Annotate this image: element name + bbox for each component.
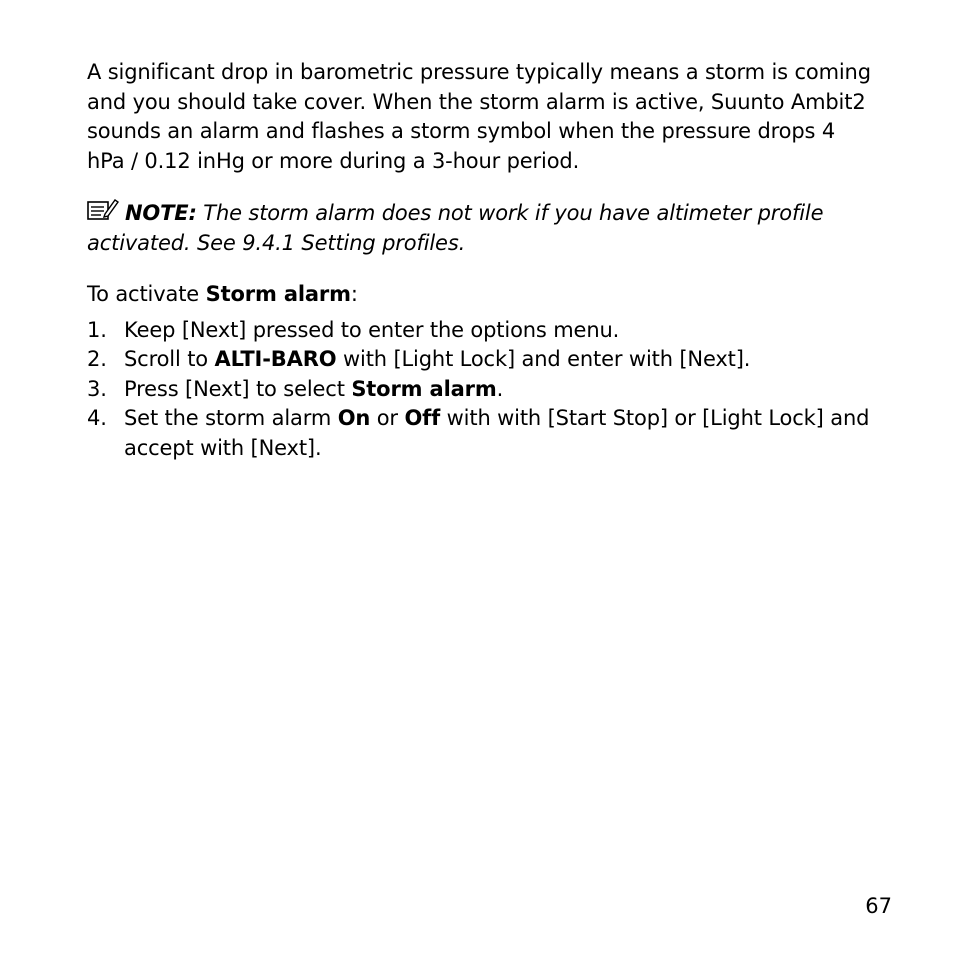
note-label: NOTE: <box>125 201 197 225</box>
step-bold-off: Off <box>404 406 441 430</box>
step-number: 1. <box>87 317 107 342</box>
step-number: 3. <box>87 376 107 401</box>
step-text-after: with [Light Lock] and enter with [Next]. <box>336 347 751 371</box>
step-text-before: Set the storm alarm <box>124 406 338 430</box>
page-number: 67 <box>865 894 892 918</box>
instruction-lead <box>87 280 877 310</box>
list-item <box>87 345 877 375</box>
steps-list <box>87 316 877 464</box>
step-number: 4. <box>87 406 107 430</box>
step-bold: Storm alarm <box>351 376 497 401</box>
step-text-before: Press [Next] to select <box>124 376 352 401</box>
document-page <box>87 58 877 463</box>
intro-paragraph: A significant drop in barometric pressure typically means a storm is coming and you should take cover. When the storm alarm is active, Suunto Ambit2 sounds an alarm and flashes a storm symbol when the pressure drops 4 hPa / 0.12 inHg or more during a 3-hour period. <box>87 60 871 173</box>
lead-bold: Storm alarm <box>205 282 351 306</box>
lead-suffix: : <box>350 282 358 306</box>
list-item <box>87 375 877 405</box>
step-text-middle: or <box>370 406 405 430</box>
step-bold-on: On <box>337 406 371 430</box>
note-text: The storm alarm does not work if you have altimeter profile activated. See 9.4.1 Setting profiles. <box>87 201 824 255</box>
step-text: Keep [Next] pressed to enter the options menu. <box>124 317 620 342</box>
step-text-after: . <box>496 376 504 401</box>
step-number: 2. <box>87 347 107 371</box>
lead-prefix: To activate <box>87 282 206 306</box>
step-text-before: Scroll to <box>124 347 215 371</box>
list-item <box>87 316 877 346</box>
step-bold: ALTI-BARO <box>214 347 337 371</box>
list-item <box>87 404 877 463</box>
note-paragraph <box>87 198 877 258</box>
note-icon <box>87 198 121 222</box>
step-text-after: with with [Start Stop] or [Light Lock] and accept with [Next]. <box>124 406 870 460</box>
